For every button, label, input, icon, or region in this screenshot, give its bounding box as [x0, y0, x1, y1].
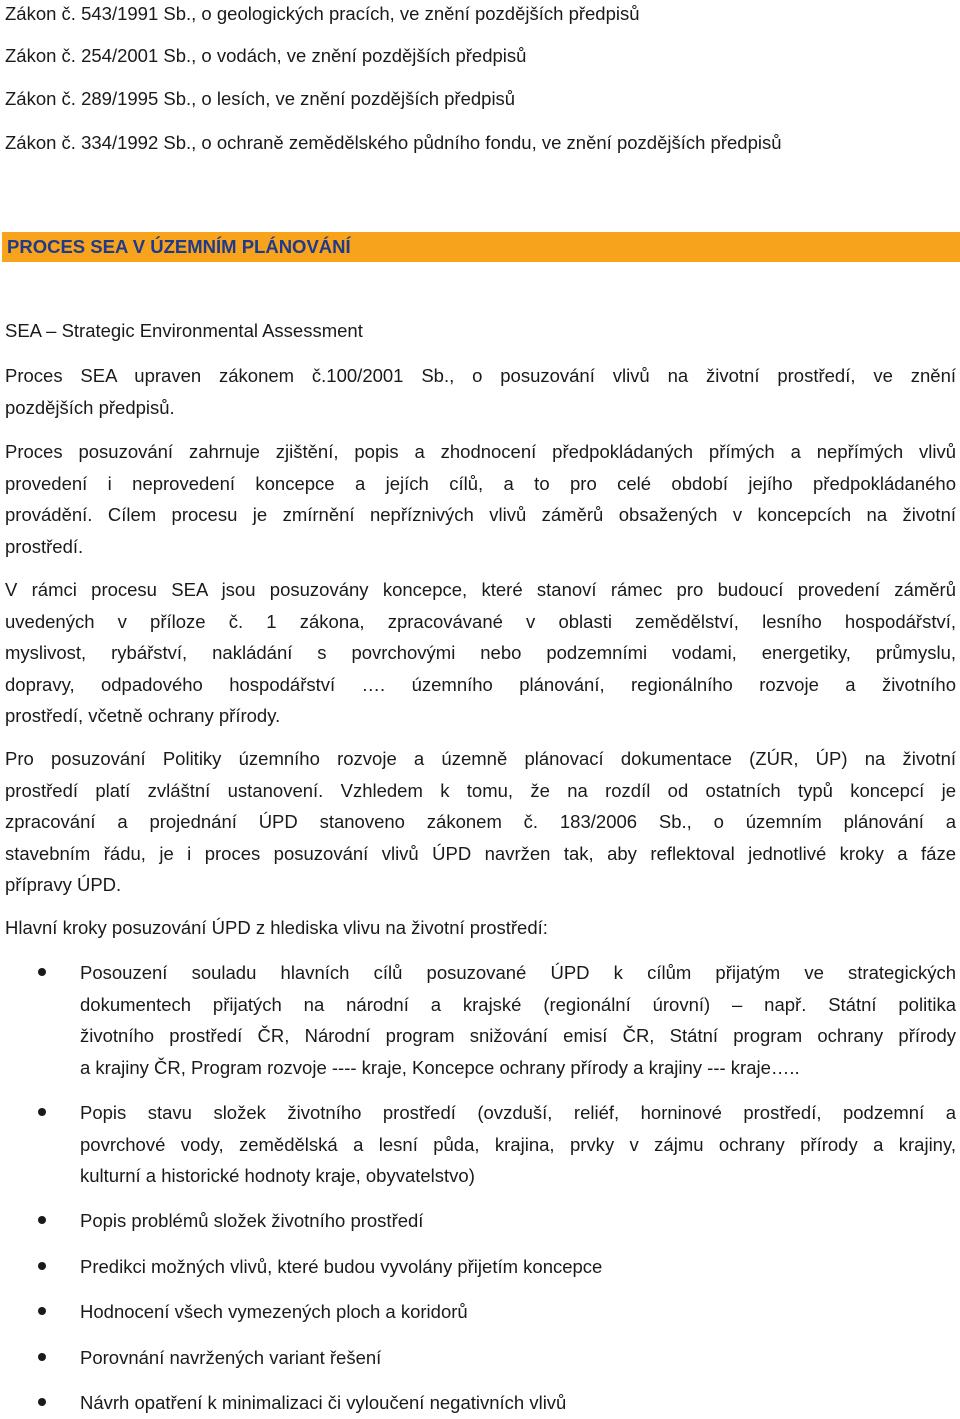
text-line: povrchové vody, zemědělská a lesní půda, krajina, prvky v zájmu ochrany přírody a krajiny,	[80, 1133, 956, 1155]
sea-definition: SEA – Strategic Environmental Assessment	[5, 320, 363, 341]
text-line: kulturní a historické hodnoty kraje, obyvatelstvo)	[80, 1165, 475, 1186]
bullet-icon	[38, 1262, 46, 1270]
text-line: a krajiny ČR, Program rozvoje ---- kraje, Koncepce ochrany přírody a krajiny --- kraje…..	[80, 1056, 800, 1078]
text-line: pozdějších předpisů.	[5, 396, 175, 418]
text-line: dokumentech přijatých na národní a krajské (regionální úrovní) – např. Státní politika	[80, 993, 956, 1015]
bullet-icon	[38, 1108, 46, 1116]
bullet-icon	[38, 1216, 46, 1224]
paragraph-sea-law	[5, 360, 956, 423]
text-line: Popis problémů složek životního prostředí	[80, 1210, 424, 1231]
section-heading	[2, 232, 960, 262]
section-heading-text: PROCES SEA V ÚZEMNÍM PLÁNOVÁNÍ	[7, 236, 351, 257]
text-line: prostředí, včetně ochrany přírody.	[5, 705, 281, 726]
law-item: Zákon č. 334/1992 Sb., o ochraně zemědělského půdního fondu, ve znění pozdějších předpisů	[5, 132, 782, 153]
text-line: provádění. Cílem procesu je zmírnění nepříznivých vlivů záměrů obsažených v koncepcích na životní	[5, 504, 956, 525]
law-item: Zákon č. 543/1991 Sb., o geologických pracích, ve znění pozdějších předpisů	[5, 3, 640, 24]
text-line: Proces SEA upraven zákonem č.100/2001 Sb., o posuzování vlivů na životní prostředí, ve znění	[5, 365, 956, 386]
text-line: provedení i neprovedení koncepce a jejích cílů, a to pro celé období jejího předpokládaného	[5, 472, 956, 494]
paragraph-process	[5, 436, 956, 562]
text-line: Popis stavu složek životního prostředí (ovzduší, reliéf, horninové prostředí, podzemní a	[80, 1102, 956, 1123]
text-line: životního prostředí ČR, Národní program snižování emisí ČR, Státní program ochrany přírody	[80, 1025, 956, 1046]
text-line: dopravy, odpadového hospodářství …. územního plánování, regionálního rozvoje a životního	[5, 673, 956, 695]
law-item: Zákon č. 254/2001 Sb., o vodách, ve znění pozdějších předpisů	[5, 45, 527, 66]
text-line: Pro posuzování Politiky územního rozvoje a územně plánovací dokumentace (ZÚR, ÚP) na životní	[5, 748, 956, 769]
text-line: stavebním řádu, je i proces posuzování vlivů ÚPD navržen tak, aby reflektoval jednotlivé kroky a fáze	[5, 842, 956, 864]
text-line: Porovnání navržených variant řešení	[80, 1347, 382, 1368]
text-line: Návrh opatření k minimalizaci či vyloučení negativních vlivů	[80, 1392, 567, 1413]
bullet-icon	[38, 968, 46, 976]
paragraph-upd	[5, 743, 956, 901]
text-line: prostředí platí zvláštní ustanovení. Vzhledem k tomu, že na rozdíl od ostatních typů koncepcí je	[5, 779, 956, 801]
bullet-icon	[38, 1398, 46, 1406]
text-line: Proces posuzování zahrnuje zjištění, popis a zhodnocení předpokládaných přímých a nepřímých vlivů	[5, 441, 956, 462]
bullet-icon	[38, 1307, 46, 1315]
text-line: myslivost, rybářství, nakládání s povrchovými nebo podzemními vodami, energetiky, průmyslu,	[5, 642, 956, 663]
steps-title: Hlavní kroky posuzování ÚPD z hlediska vlivu na životní prostředí:	[5, 917, 548, 938]
text-line: Predikci možných vlivů, které budou vyvolány přijetím koncepce	[80, 1256, 603, 1277]
text-line: prostředí.	[5, 535, 84, 557]
text-line: zpracování a projednání ÚPD stanoveno zákonem č. 183/2006 Sb., o územním plánování a	[5, 811, 956, 832]
text-line: uvedených v příloze č. 1 zákona, zpracovávané v oblasti zemědělství, lesního hospodářství,	[5, 610, 956, 632]
text-line: Hodnocení všech vymezených ploch a koridorů	[80, 1301, 468, 1322]
paragraph-scope	[5, 574, 956, 732]
text-line: V rámci procesu SEA jsou posuzovány koncepce, které stanoví rámec pro budoucí provedení záměrů	[5, 579, 956, 600]
text-line: přípravy ÚPD.	[5, 874, 122, 895]
bullet-icon	[38, 1353, 46, 1361]
text-line: Posouzení souladu hlavních cílů posuzované ÚPD k cílům přijatým ve strategických	[80, 962, 956, 983]
law-item: Zákon č. 289/1995 Sb., o lesích, ve znění pozdějších předpisů	[5, 88, 516, 109]
